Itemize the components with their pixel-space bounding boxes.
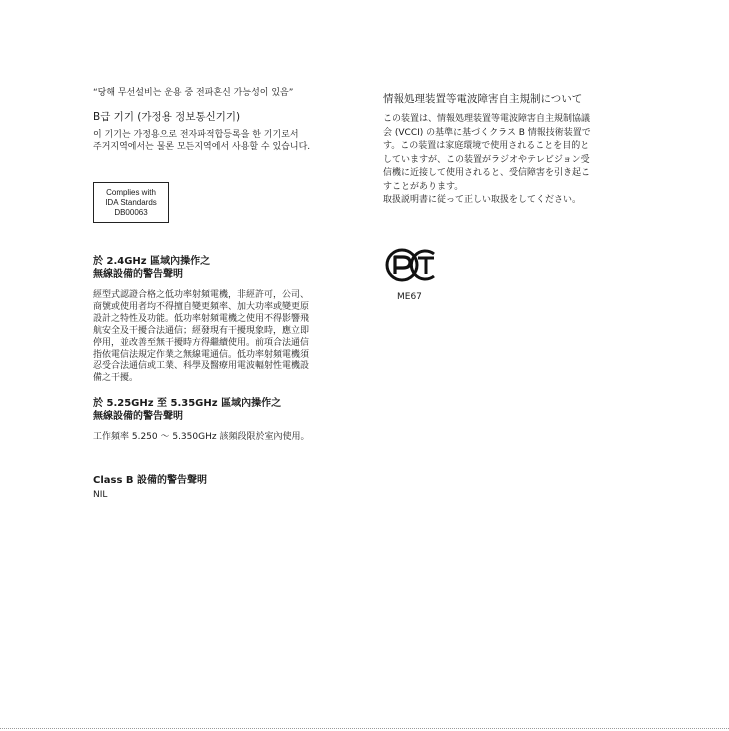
- title-line: 於 5.25GHz 至 5.35GHz 區域內操作之: [93, 398, 282, 409]
- body-line: 忍受合法通信或工業、科學及醫療用電波輻射性電機設: [93, 361, 310, 372]
- korean-class-b-title: B급 기기 (가정용 정보통신기기): [93, 111, 241, 123]
- body-line: す。この装置は家庭環境で使用されることを目的と: [383, 141, 590, 151]
- ida-line: Complies with: [106, 187, 156, 197]
- korean-body-line: 이 기기는 가정용으로 전자파적합등록을 한 기기로서: [93, 130, 299, 140]
- body-line: すことがあります。: [383, 181, 464, 192]
- body-line: この装置は、情報処理装置等電波障害自主規制協議: [383, 114, 591, 124]
- pct-certification-mark: [384, 246, 444, 286]
- taiwan-24ghz-body: [93, 290, 309, 385]
- pct-code: ME67: [397, 292, 422, 302]
- body-line: 指依電信法規定作業之無線電通信。低功率射頻電機須: [93, 349, 310, 360]
- body-line: 信機に近接して使用されると、受信障害を引き起こ: [383, 168, 591, 178]
- class-b-tw-title: Class B 設備的警告聲明: [93, 475, 208, 486]
- body-line: していますが、この装置がラジオやテレビジョン受: [383, 154, 590, 165]
- taiwan-525ghz-body: 工作頻率 5.250 ～ 5.350GHz 該頻段限於室內使用。: [93, 432, 310, 442]
- korean-body-line: 주거지역에서는 물론 모든지역에서 사용할 수 있습니다.: [93, 142, 311, 152]
- class-b-tw-body: NIL: [93, 490, 108, 500]
- ida-compliance-box: [93, 182, 169, 223]
- korean-warning-quote: “당해 무선설비는 운용 중 전파혼신 가능성이 있음”: [93, 88, 294, 98]
- title-line: 無線設備的警告聲明: [93, 269, 183, 280]
- body-line: 設計之特性及功能。低功率射頻電機之使用不得影響飛: [93, 313, 310, 324]
- body-line: 備之干擾。: [93, 373, 139, 384]
- taiwan-525ghz-title: [93, 397, 281, 423]
- title-line: 無線設備的警告聲明: [93, 411, 183, 422]
- taiwan-24ghz-title: [93, 255, 210, 281]
- vcci-title: 情報処理装置等電波障害自主規制について: [383, 93, 583, 105]
- body-line: 商號或使用者均不得擅自變更頻率、加大功率或變更原: [93, 301, 310, 312]
- ida-line: IDA Standards: [105, 197, 157, 207]
- body-line: 停用，並改善至無干擾時方得繼續使用。前項合法通信: [93, 337, 310, 348]
- body-line: 經型式認證合格之低功率射頻電機，非經許可，公司、: [93, 290, 310, 300]
- body-line: 会 (VCCI) の基準に基づくクラス B 情報技術装置で: [383, 127, 591, 138]
- body-line: 航安全及干擾合法通信；經發現有干擾現象時，應立即: [93, 325, 310, 336]
- vcci-body: [383, 113, 591, 194]
- pct-logo-icon: [384, 246, 444, 286]
- korean-class-b-body: [93, 129, 310, 153]
- title-line: 於 2.4GHz 區域內操作之: [93, 256, 211, 267]
- vcci-note: 取扱説明書に従って正しい取扱をしてください。: [383, 195, 582, 205]
- ida-code: DB00063: [114, 207, 148, 217]
